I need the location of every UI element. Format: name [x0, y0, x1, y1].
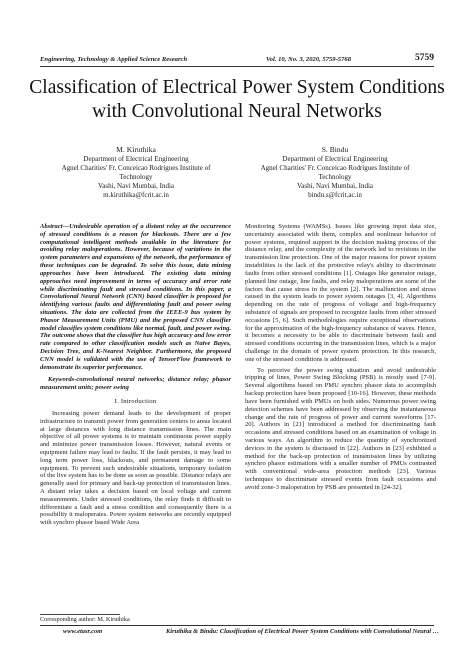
left-column	[40, 223, 231, 527]
journal-name: Engineering, Technology & Applied Science Research	[40, 56, 188, 63]
running-title: Kiruthika & Bindu: Classification of Electrical Power System Conditions with Convolutional Neural …	[166, 628, 440, 635]
body-paragraph: To perceive the power swing situation and avoid undesirable tripping of lines, Power Swing Blocking (PSB) is mostly used [7-9]. Several algorithms based on PMU synchro phasor data to accomplish backup protection have been proposed [10-16]. However, these methods have been furnished with PMUs on both sides. Numerous power swing detection schemes have been addressed by observing the instantaneous change and the rate of progress of power and current waveforms [17-20]. Authors in [21] introduced a method for discriminating fault occasions and stressed conditions based on an examination of voltage in various ways. An algorithm to reduce the quantity of synchronized devices in the system is discussed in [22]. Authors in [23] exhibited a method for the back-up protection of transmission lines by utilizing synchro phasor estimations with a smaller number of PMUs contrasted with conventional wide-area protection methods [23]. Various techniques to discriminate stressed events from fault occasions and avoid zone-3 maloperation by PSB are presented in [24-32].	[245, 366, 436, 491]
author-block-2	[235, 145, 435, 200]
keywords: Keywords-convolutional neural networks; distance relay; phasor measurement units; power swing	[40, 376, 231, 392]
author-affiliation: Department of Electrical Engineering	[282, 155, 388, 163]
title-line-2: with Convolutional Neural Networks	[92, 101, 382, 122]
author-name: M. Kiruthika	[116, 145, 156, 154]
abstract	[40, 223, 231, 371]
author-email: bindu.s@fcrit.ac.in	[308, 191, 362, 199]
footnote-rule	[40, 614, 120, 615]
footnote: Corresponding author: M. Kiruthika	[40, 616, 130, 623]
journal-website: www.etasr.com	[63, 628, 103, 635]
author-email: m.kiruthika@fcrit.ac.in	[103, 191, 169, 199]
right-column	[245, 223, 436, 492]
title-line-1: Classification of Electrical Power System Conditions	[29, 77, 445, 98]
section-heading: I. Introduction	[114, 398, 157, 406]
author-affiliation: Technology	[119, 173, 153, 181]
author-affiliation: Department of Electrical Engineering	[83, 155, 189, 163]
volume-info: Vol. 10, No. 3, 2020, 5759-5768	[266, 56, 351, 63]
header-rule	[40, 66, 434, 67]
footer-rule	[40, 625, 434, 626]
page-number: 5759	[415, 53, 434, 63]
paper-title	[20, 76, 454, 124]
author-location: Vashi, Navi Mumbai, India	[296, 182, 373, 190]
running-header	[40, 55, 434, 65]
author-affiliation: Technology	[318, 173, 352, 181]
body-paragraph: Monitoring Systems (WAMSs). Issues like growing input data size, uncertainty associated with them, complex and nonlinear behavior of power systems, required support in the decision making process of the distance relay, and the complexity of the network led to revisions in the transmission line protection. One of the major reasons for power system instabilities is the lack of the protective relay's ability to discriminate faults from other stressed conditions [1]. Outages like generator outage, planned line outage, line faults, and relay maloperations are some of the factors that cause stress in the system [2]. The malfunction and stress caused in the system leads to power system outages [3, 4]. Algorithms depending on the rate of progress of voltage and high-frequency substance of signals are proposed to recognize faults from other stressed occasions [5, 6]. Such methodologies require exceptional observations for the approximation of the high-frequency substance of waves. Hence, it becomes a necessity to be able to discriminate between fault and stressed conditions occurring in the transmission lines, which is a major challenge in the domain of power system protection. In this research, one of the stressed conditions is addressed.	[245, 223, 436, 363]
author-affiliation: Agnel Charities' Fr. Conceicao Rodrigues Institute of	[260, 164, 410, 172]
author-block-1	[36, 145, 236, 200]
abstract-label: Abstract	[40, 223, 63, 230]
author-name: S. Bindu	[321, 145, 349, 154]
intro-paragraph: Increasing power demand leads to the development of proper infrastructure to transmit power from generation centers to areas located at large distances with long distance transmission lines. The main objective of all power systems is to maintain continuous power supply and minimize power transmission losses. However, natural events or equipment failure may lead to faults. If the fault persists, it may lead to long term power loss, blackouts, and permanent damage to some equipment. To prevent such undesirable situations, temporary isolation of the live system has to be done as soon as possible. Distance relays are generally used for primary and back-up protection of transmission lines. A distant relay takes a decision based on local voltage and current measurements. Under stressed conditions, the relay finds it difficult to differentiate a fault and a stress condition and consequently there is a possibility it maloperates. Power system networks are recently equipped with synchro phasor based Wide Area	[40, 409, 231, 527]
author-affiliation: Agnel Charities' Fr. Conceicao Rodrigues Institute of	[61, 164, 211, 172]
author-location: Vashi, Navi Mumbai, India	[97, 182, 174, 190]
abstract-text: —Undesirable operation of a distant relay at the occurrence of stressed conditions is a reason for blackouts. There are a few computational intelligent methods available in the literature for avoiding relay maloperations. However, because of variations in the system parameters and expansions of the network, the performance of these techniques can be degraded. To solve this issue, data mining approaches have been introduced. The existing data mining approaches need improvement in terms of accuracy and error rate while discriminating fault and stressed conditions. In this paper, a Convolutional Neural Network (CNN) based classifier is proposed for identifying various faults and differentiating fault and power swing situations. The data are collected from the IEEE-9 bus system by Phasor Measurement Units (PMU) and the proposed CNN classifier model classifies system conditions like normal, fault, and power swing. The outcome shows that the classifier has high accuracy and low error rate compared to other classification models such as Naïve Bayes, Decision Tree, and K-Nearest Neighbor. Furthermore, the proposed CNN model is validated with the use of TensorFlow framework to demonstrate its superior performance.	[40, 223, 231, 371]
